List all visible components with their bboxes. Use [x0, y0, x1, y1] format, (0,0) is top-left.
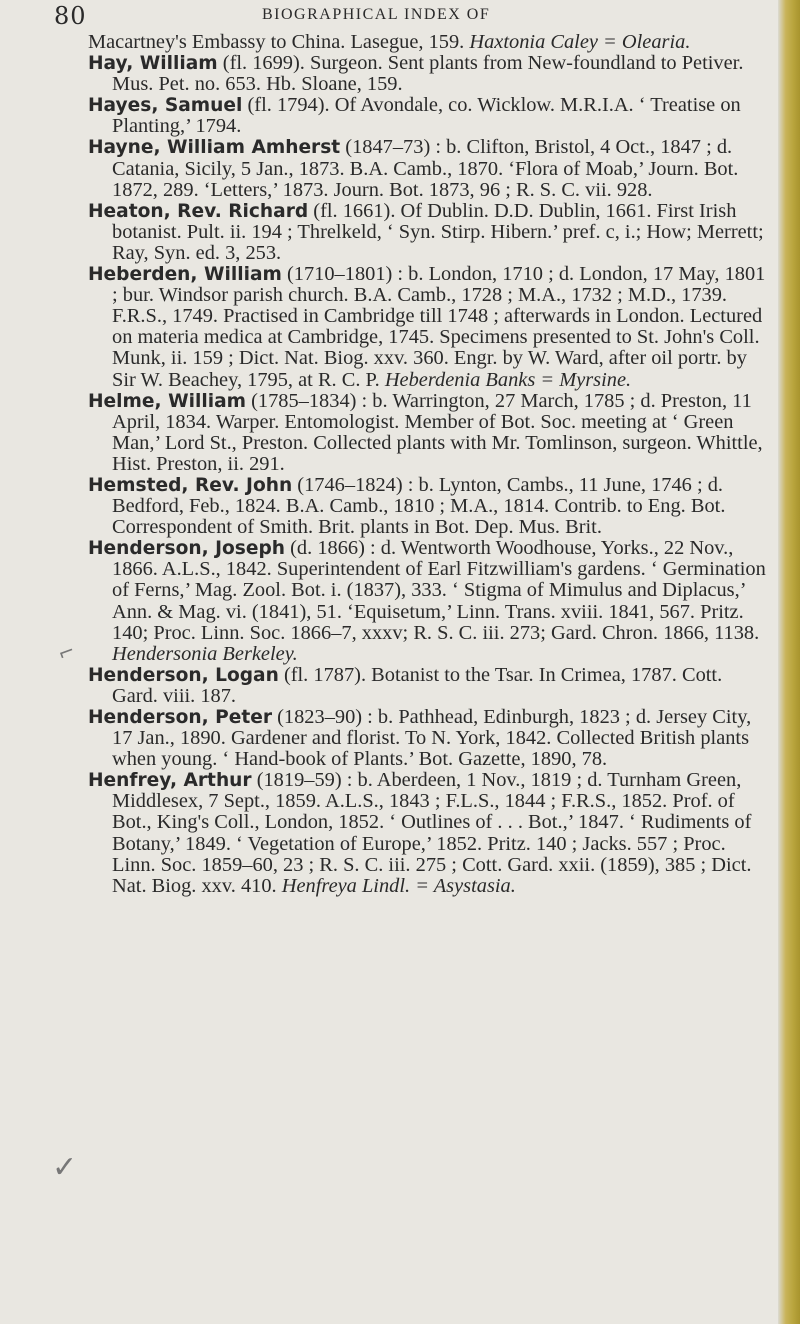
entry-text: (fl. 1699). Surgeon. Sent plants from New-foundland to Petiver. Mus. Pet. no. 653. Hb. Sloane, 159.: [112, 52, 744, 96]
entry-text: (1785–1834) : b. Warrington, 27 March, 1785 ; d. Preston, 11 April, 1834. Warper. Entomologist. Member of Bot. Soc. meeting at ‘ Green Man,’ Lord St., Preston. Collected plants with Mr. Tomlinson, surgeon. Whittle, Hist. Preston, ii. 291.: [112, 389, 763, 475]
entry-text: (1823–90) : b. Pathhead, Edinburgh, 1823 ; d. Jersey City, 17 Jan., 1890. Gardener and florist. To N. York, 1842. Collected British plants when young. ‘ Hand-book of Plants.’ Bot. Gazette, 1890, 78.: [112, 706, 752, 771]
entry-italic-tail: Henfreya Lindl. = Asystasia.: [281, 874, 516, 897]
entry-name: Hayne, William Amherst: [88, 137, 341, 159]
entry-continuation: [88, 32, 768, 53]
entry-text: (fl. 1787). Botanist to the Tsar. In Crimea, 1787. Cott. Gard. viii. 187.: [112, 663, 723, 707]
entry-heberden: [88, 264, 768, 391]
entry-name: Henfrey, Arthur: [88, 770, 252, 792]
entry-name: Henderson, Joseph: [88, 538, 286, 560]
entry-henfrey: [88, 770, 768, 897]
entry-hay: [88, 53, 768, 95]
entry-name: Hemsted, Rev. John: [88, 474, 293, 496]
entry-italic-tail: Hendersonia Berkeley.: [112, 642, 298, 665]
page-edge: [778, 0, 800, 1324]
entry-name: Henderson, Peter: [88, 707, 273, 728]
pencil-mark-heberden: ⌐: [54, 637, 79, 667]
entry-name: Henderson, Logan: [88, 664, 279, 686]
entry-heaton: [88, 201, 768, 264]
entry-helme: [88, 391, 768, 475]
entry-text: (1819–59) : b. Aberdeen, 1 Nov., 1819 ; d. Turnham Green, Middlesex, 7 Sept., 1859. A.L.S., 1843 ; F.L.S., 1844 ; F.R.S., 1852. Prof. of Bot., King's Coll., London, 1852. ‘ Outlines of . . . Bot.,’ 1847. ‘ Rudiments of Botany,’ 1849. ‘ Vegetation of Europe,’ 1852. Pritz. 140 ; Jacks. 557 ; Proc. Linn. Soc. 1859–60, 23 ; R. S. C. iii. 275 ; Cott. Gard. xxii. (1859), 385 ; Dict. Nat. Biog. xxv. 410.: [112, 769, 752, 897]
page-number: 80: [54, 2, 87, 30]
entry-text: (1710–1801) : b. London, 1710 ; d. London, 17 May, 1801 ; bur. Windsor parish church. B.A. Camb., 1728 ; M.A., 1732 ; M.D., 1739. F.R.S., 1749. Practised in Cambridge till 1748 ; afterwards in London. Lectured on materia medica at Cambridge, 1745. Specimens presented to St. John's Coll. Munk, ii. 159 ; Dict. Nat. Biog. xxv. 360. Engr. by W. Ward, after oil portr. by Sir W. Beachey, 1795, at R. C. P.: [112, 263, 766, 391]
entry-name: Hay, William: [88, 53, 218, 75]
entry-hayes: [88, 95, 768, 137]
entry-name: Helme, William: [88, 390, 246, 412]
entry-hemsted: [88, 475, 768, 538]
entry-text: (1746–1824) : b. Lynton, Cambs., 11 June, 1746 ; d. Bedford, Feb., 1824. B.A. Camb., 1810 ; M.A., 1814. Contrib. to Eng. Bot. Correspondent of Smith. Brit. plants in Bot. Dep. Mus. Brit.: [112, 473, 726, 539]
entry-name: Heberden, William: [88, 264, 282, 286]
entry-text: (d. 1866) : d. Wentworth Woodhouse, Yorks., 22 Nov., 1866. A.L.S., 1842. Superintendent of Earl Fitzwilliam's gardens. ‘ Germination of Ferns,’ Mag. Zool. Bot. i. (1837), 333. ‘ Stigma of Mimulus and Diplacus,’ Ann. & Mag. vi. (1841), 51. ‘Equisetum,’ Linn. Trans. xviii. 1841, 567. Pritz. 140; Proc. Linn. Soc. 1866–7, xxxv; R. S. C. iii. 273; Gard. Chron. 1866, 1138.: [112, 537, 766, 644]
entry-name: Hayes, Samuel: [88, 95, 243, 117]
entry-text: Macartney's Embassy to China. Lasegue, 159.: [88, 31, 465, 53]
entry-text: (1847–73) : b. Clifton, Bristol, 4 Oct., 1847 ; d. Catania, Sicily, 5 Jan., 1873. B.A. Camb., 1870. ‘Flora of Moab,’ Journ. Bot. 1872, 289. ‘Letters,’ 1873. Journ. Bot. 1873, 96 ; R. S. C. vii. 928.: [112, 136, 739, 201]
entry-text: (fl. 1794). Of Avondale, co. Wicklow. M.R.I.A. ‘ Treatise on Planting,’ 1794.: [112, 94, 741, 138]
pencil-mark-henfrey: ✓: [52, 1150, 78, 1185]
entry-name: Heaton, Rev. Richard: [88, 200, 309, 222]
running-head: BIOGRAPHICAL INDEX OF: [262, 6, 491, 23]
entry-italic-tail: Heberdenia Banks = Myrsine.: [384, 368, 632, 391]
entry-henderson-logan: [88, 665, 768, 707]
index-entries: [88, 32, 768, 897]
entry-hayne: [88, 137, 768, 200]
entry-italic-tail: Haxtonia Caley = Olearia.: [469, 31, 691, 53]
entry-henderson-peter: [88, 707, 768, 770]
entry-henderson-joseph: [88, 538, 768, 665]
entry-text: (fl. 1661). Of Dublin. D.D. Dublin, 1661. First Irish botanist. Pult. ii. 194 ; Threlkeld, ‘ Syn. Stirp. Hibern.’ pref. c, i.; How; Merrett; Ray, Syn. ed. 3, 253.: [112, 199, 764, 264]
